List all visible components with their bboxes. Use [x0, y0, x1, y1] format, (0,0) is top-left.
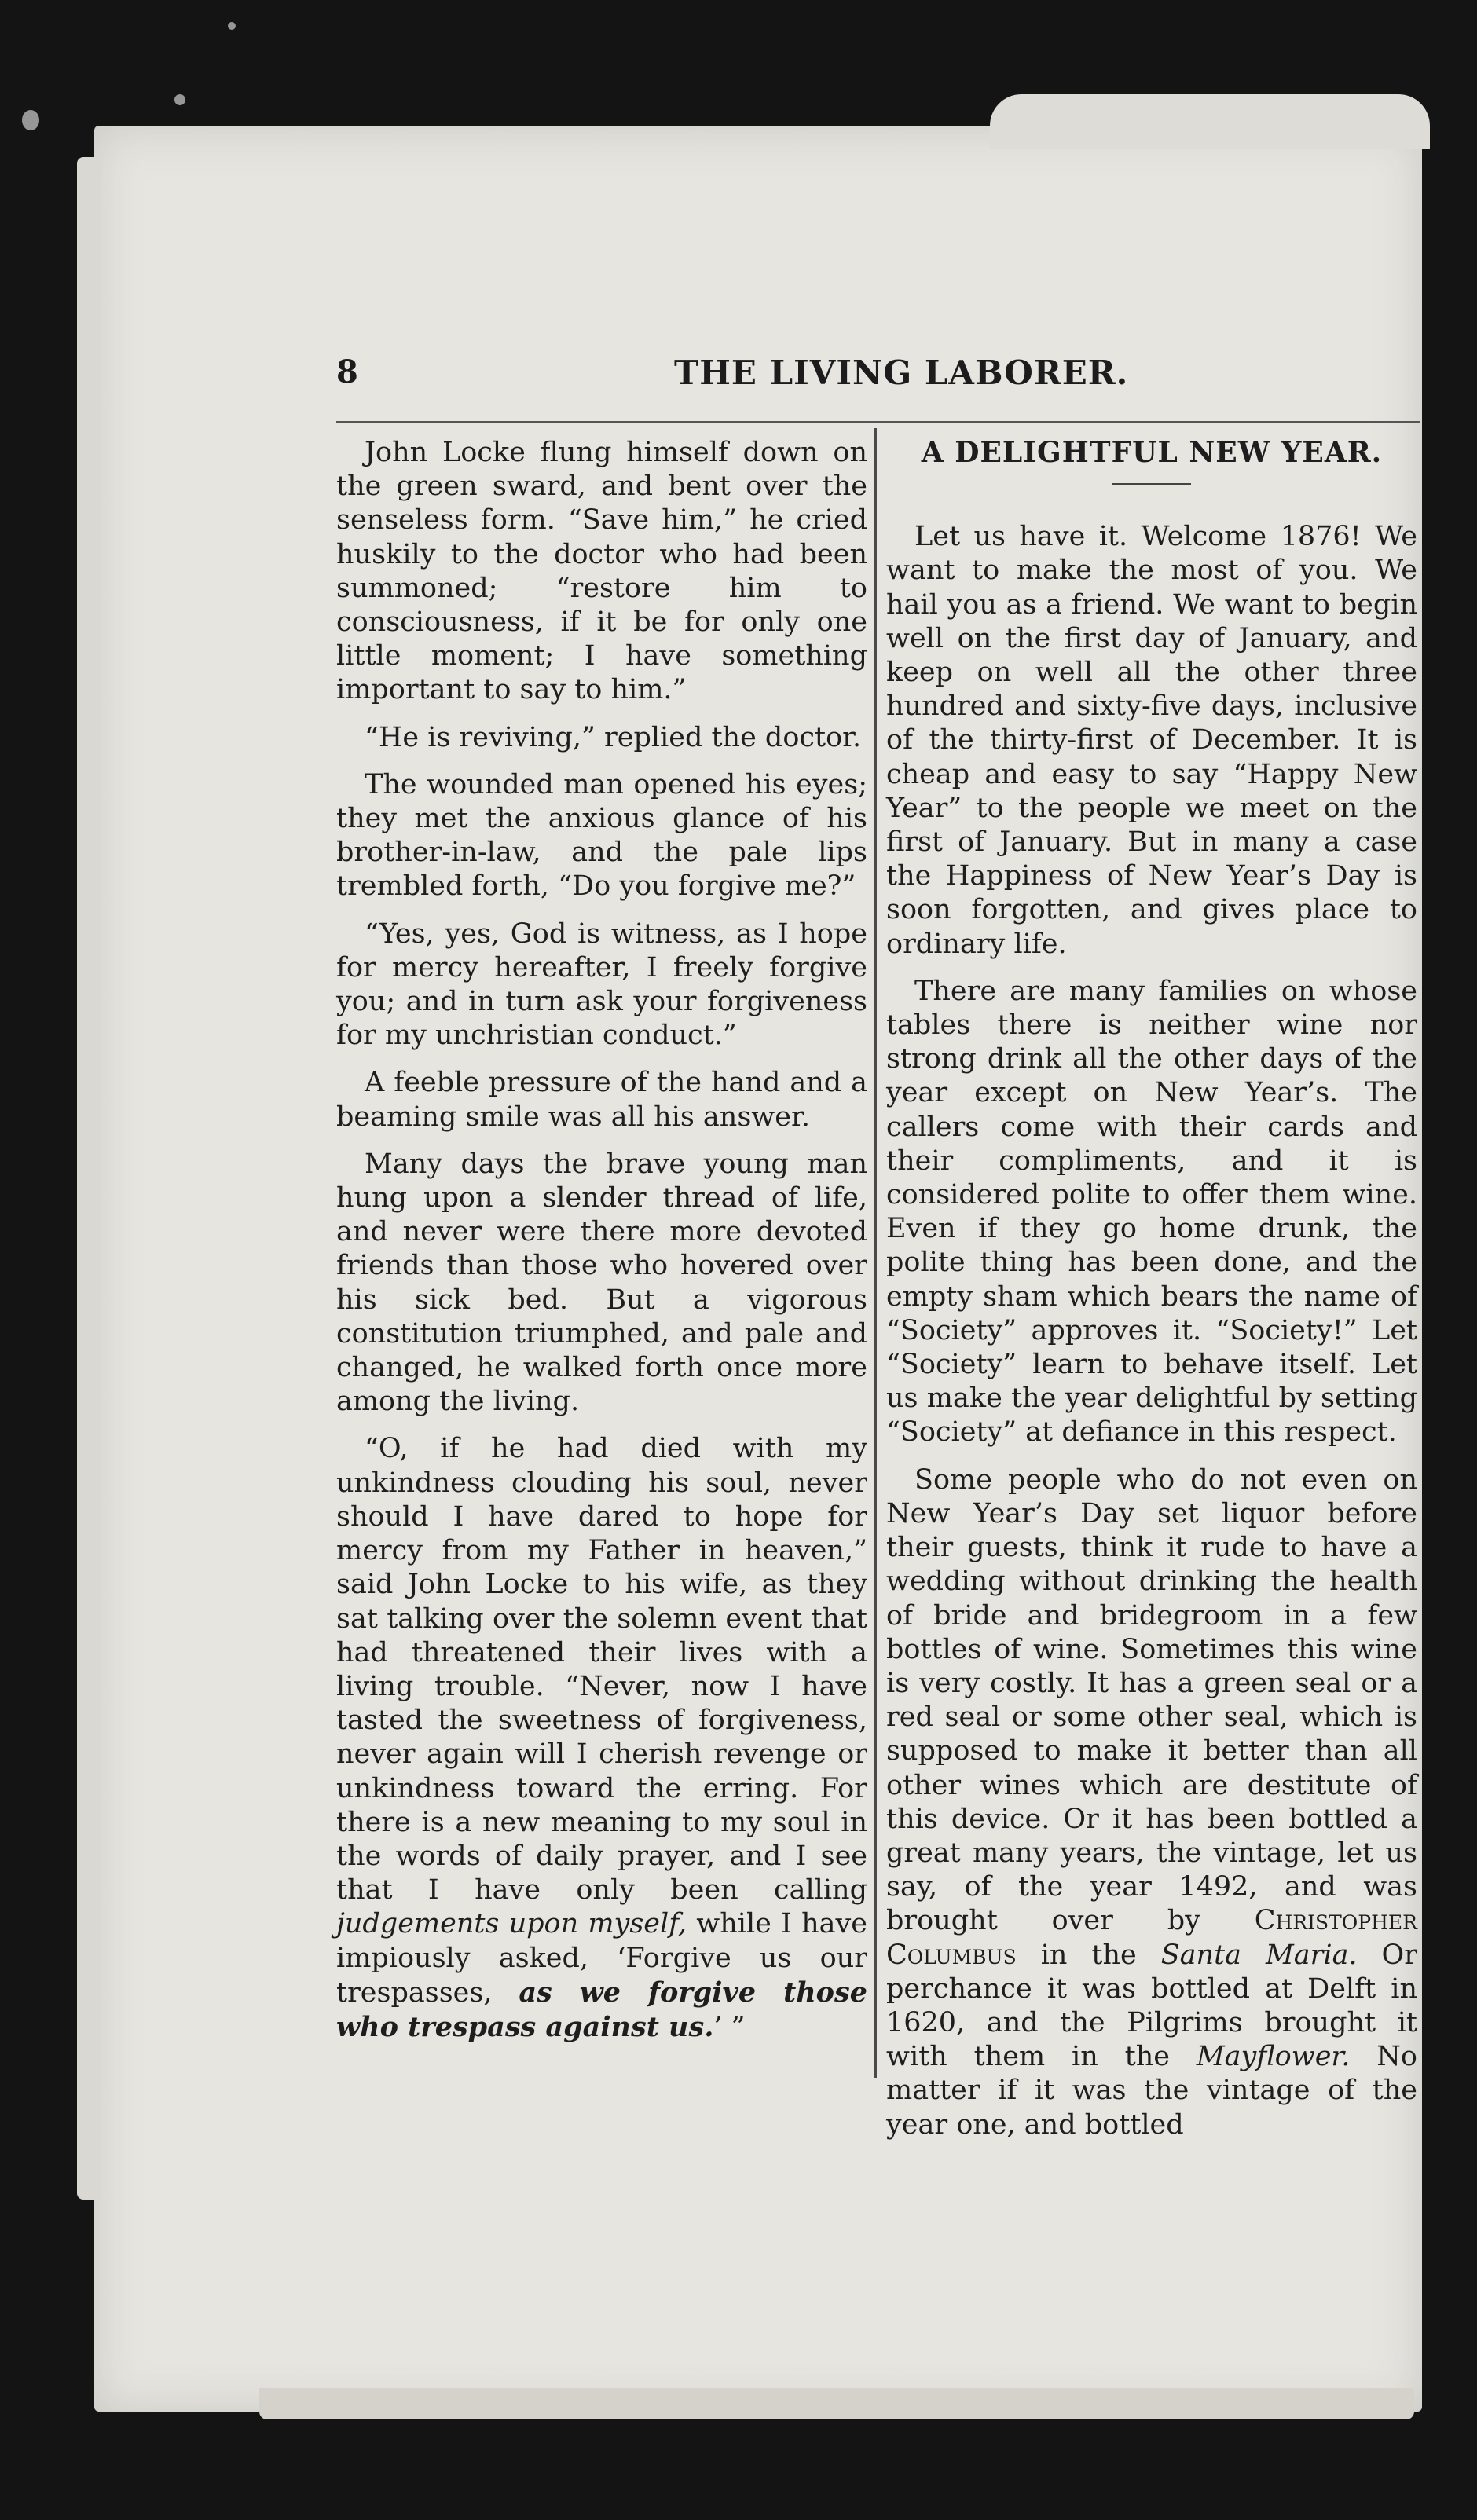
text-run: Some people who do not even on New Year’s Day set liquor before their guests, think it rude to have a wedding without drinking the health of bride and bridegroom in a few bottles of wine. Sometimes this wine is very costly. It has a green seal or a red seal or some other seal, which is supposed to make it better than all other wines which are destitute of this device. Or it has been bottled a great many years, the vintage, let us say, of the year 1492, and was brought over by [886, 1463, 1417, 1937]
title-rule [1112, 483, 1191, 485]
smallcaps-text: Christopher Columbus [886, 1905, 1417, 1971]
dust-speck [22, 110, 39, 130]
paragraph: Many days the brave young man hung upon a slender thread of life, and never were there more devoted friends than those who hovered over his sick bed. But a vigorous constitution triumphed, and pale and changed, he walked forth once more among the living. [336, 1148, 867, 1418]
paragraph: “He is reviving,” replied the doctor. [365, 721, 862, 753]
italic-text: judgements upon myself, [336, 1908, 687, 1940]
column-divider [874, 428, 877, 2078]
running-head: THE LIVING LABORER. [674, 353, 1129, 392]
paragraph: The wounded man opened his eyes; they met the anxious glance of his brother-in-law, and the pale lips trembled forth, “Do you forgive me?” [336, 768, 867, 903]
page-torn-edge [990, 94, 1430, 149]
paragraph: A feeble pressure of the hand and a beaming smile was all his answer. [336, 1067, 867, 1133]
paragraph: Let us have it. Welcome 1876! We want to make the most of you. We hail you as a friend. We want to begin well on the first day of January, and keep on well all the other three hundred and sixty-five days, inclusive of the thirty-first of December. It is cheap and easy to say “Happy New Year” to the people we meet on the first of January. But in many a case the Happiness of New Year’s Day is soon forgotten, and gives place to ordinary life. [886, 521, 1417, 960]
paragraph [886, 1463, 1417, 2142]
page-bottom-edge [259, 2388, 1414, 2419]
text-run: ’ ” [713, 2011, 746, 2043]
italic-text: Mayflower. [1196, 2041, 1351, 2073]
italic-text: as we forgive those who trespass against us. [336, 1976, 868, 2043]
header-rule [336, 421, 1420, 423]
paragraph [336, 1432, 867, 2045]
paragraph: John Locke flung himself down on the green sward, and bent over the senseless form. “Save him,” he cried huskily to the doctor who had been summoned; “restore him to consciousness, if it be for only one little moment; I have something important to say to him.” [336, 437, 867, 706]
article-title: A DELIGHTFUL NEW YEAR. [921, 436, 1383, 469]
dust-speck [228, 22, 236, 30]
text-run: “O, if he had died with my unkindness clouding his soul, never should I have dared to hope for mercy from my Father in heaven,” said John Locke to his wife, as they sat talking over the solemn event that had threatened their lives with a living trouble. “Never, now I have tasted the sweetness of forgiveness, never again will I cherish revenge or unkindness toward the erring. For there is a new meaning to my soul in the words of daily prayer, and I see that I have only been calling [336, 1433, 867, 1906]
text-run: Or perchance it was bottled at Delft in 1620, and the Pilgrims brought it with them in the [886, 1939, 1417, 2073]
page-number: 8 [336, 353, 358, 390]
italic-text: Santa Maria. [1160, 1939, 1358, 1971]
text-run: No matter if it was the vintage of the year one, and bottled [886, 2041, 1417, 2141]
paragraph: “Yes, yes, God is witness, as I hope for mercy hereafter, I freely forgive you; and in turn ask your forgiveness for my unchristian conduct.” [336, 918, 867, 1052]
left-column [336, 436, 867, 2058]
dust-speck [174, 94, 185, 105]
page-header [336, 353, 1420, 401]
paragraph: There are many families on whose tables there is neither wine nor strong drink all the other days of the year except on New Year’s. The callers come with their cards and their compliments, and it is considered polite to offer them wine. Even if they go home drunk, the polite thing has been done, and the empty sham which bears the name of “Society” approves it. “Society!” Let “Society” learn to behave itself. Let us make the year delightful by setting “Society” at defiance in this respect. [886, 975, 1417, 1449]
text-run: in the [1016, 1939, 1161, 1971]
right-column [886, 436, 1417, 2156]
text-run: while I have impiously asked, ‘Forgive us our trespasses, [336, 1908, 868, 2009]
